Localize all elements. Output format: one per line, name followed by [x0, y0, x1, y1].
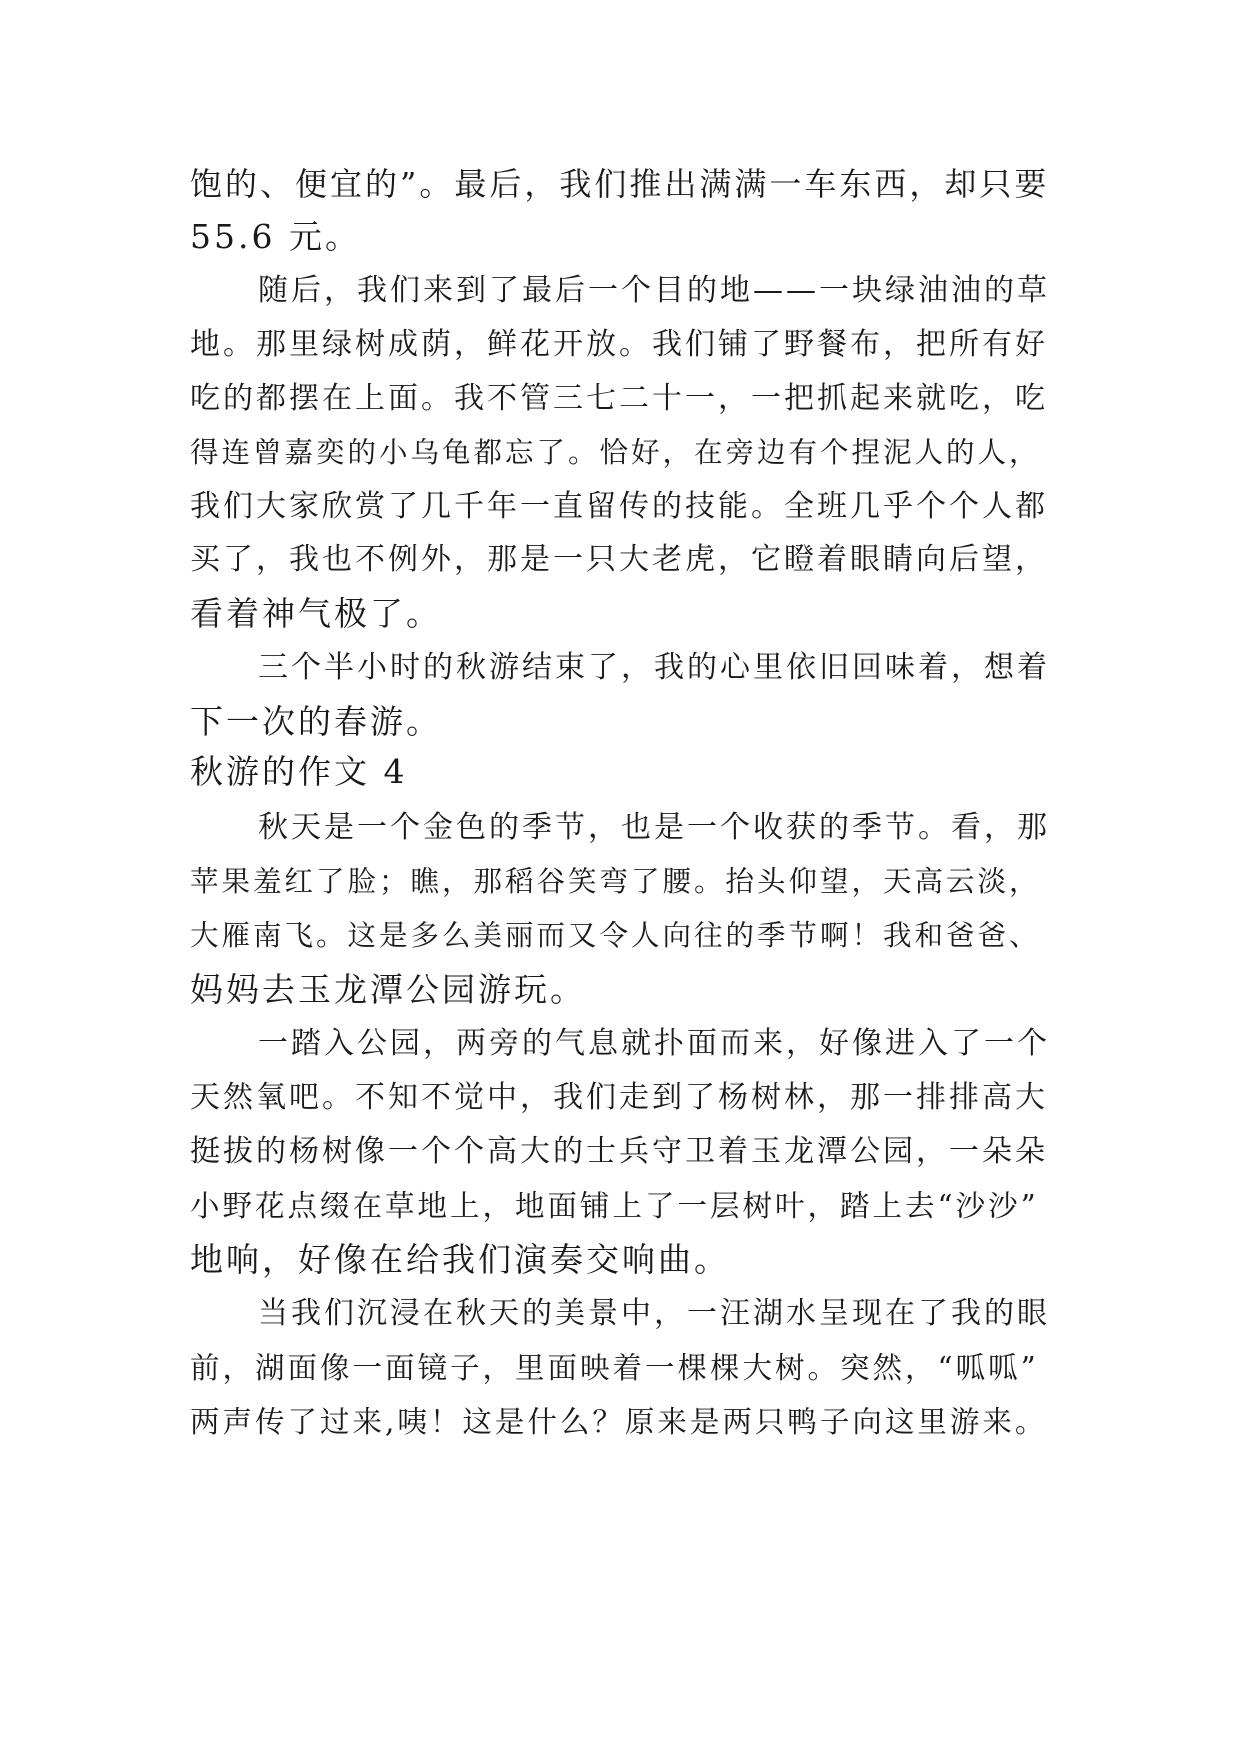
text-line-14: 苹果羞红了脸；瞧，那稻谷笑弯了腰。抬头仰望，天高云淡，	[190, 865, 1041, 898]
text-line-13: 秋天是一个金色的季节，也是一个收获的季节。看，那	[258, 810, 1050, 845]
text-line-5: 吃的都摆在上面。我不管三七二十一，一把抓起来就吃，吃	[190, 381, 1048, 416]
text-line-11: 下一次的春游。	[190, 702, 442, 741]
text-line-4: 地。那里绿树成荫，鲜花开放。我们铺了野餐布，把所有好	[190, 327, 1048, 362]
text-line-8: 买了，我也不例外，那是一只大老虎，它瞪着眼睛向后望，	[190, 542, 1048, 577]
text-line-22: 当我们沉浸在秋天的美景中，一汪湖水呈现在了我的眼	[258, 1296, 1050, 1331]
text-line-1: 饱的、便宜的”。最后，我们推出满满一车东西，却只要	[190, 165, 1050, 203]
text-line-3: 随后，我们来到了最后一个目的地——一块绿油油的草	[258, 273, 1050, 308]
text-line-23: 前，湖面像一面镜子，里面映着一棵棵大树。突然，“呱呱”	[190, 1351, 1039, 1385]
section-heading: 秋游的作文 4	[190, 752, 408, 791]
text-line-6: 得连曾嘉奕的小乌龟都忘了。恰好，在旁边有个捏泥人的人，	[190, 436, 1041, 469]
text-line-9: 看着神气极了。	[190, 594, 442, 633]
text-line-19: 挺拔的杨树像一个个高大的士兵守卫着玉龙潭公园，一朵朵	[190, 1134, 1048, 1169]
text-line-7: 我们大家欣赏了几千年一直留传的技能。全班几乎个个人都	[190, 489, 1048, 524]
text-line-2: 55.6 元。	[190, 217, 361, 256]
text-line-24: 两声传了过来,咦！这是什么？原来是两只鸭子向这里游来。	[190, 1405, 1048, 1439]
text-line-10: 三个半小时的秋游结束了，我的心里依旧回味着，想着	[258, 650, 1050, 685]
text-line-15: 大雁南飞。这是多么美丽而又令人向往的季节啊！我和爸爸、	[190, 919, 1041, 952]
text-line-16: 妈妈去玉龙潭公园游玩。	[190, 970, 586, 1009]
text-line-17: 一踏入公园，两旁的气息就扑面而来，好像进入了一个	[258, 1026, 1050, 1061]
text-line-18: 天然氧吧。不知不觉中，我们走到了杨树林，那一排排高大	[190, 1080, 1048, 1115]
text-line-21: 地响，好像在给我们演奏交响曲。	[190, 1240, 730, 1279]
text-line-20: 小野花点缀在草地上，地面铺上了一层树叶，踏上去“沙沙”	[190, 1189, 1039, 1223]
